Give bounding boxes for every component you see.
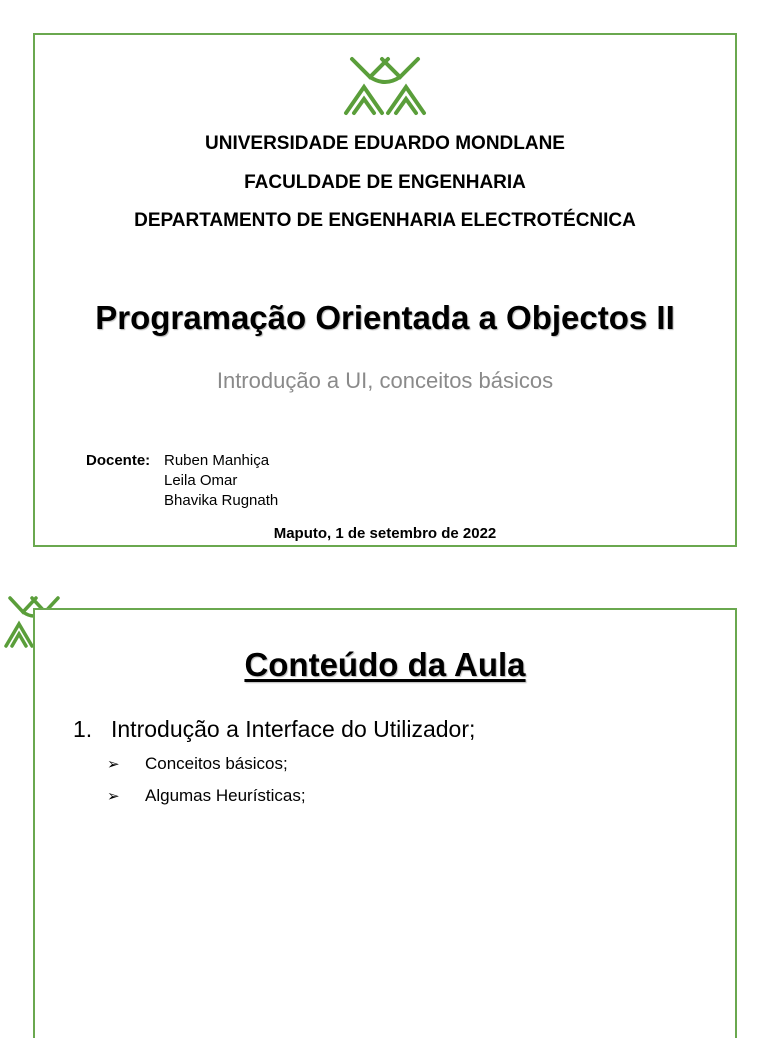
title-slide xyxy=(33,33,737,547)
department-name: DEPARTAMENTO DE ENGENHARIA ELECTROTÉCNICA xyxy=(134,210,636,231)
university-logo-icon xyxy=(340,53,430,119)
list-item-text: Introdução a Interface do Utilizador; xyxy=(111,716,476,742)
list-item xyxy=(73,716,475,743)
docente-name: Ruben Manhiça xyxy=(164,452,270,469)
content-slide xyxy=(33,608,737,1038)
list-number: 1. xyxy=(73,716,93,742)
university-name: UNIVERSIDADE EDUARDO MONDLANE xyxy=(205,133,565,154)
docente-label: Docente: xyxy=(86,452,151,469)
place-date: Maputo, 1 de setembro de 2022 xyxy=(273,525,497,542)
docente-name: Leila Omar xyxy=(164,472,238,489)
sub-item-text: Conceitos básicos; xyxy=(145,754,288,773)
sub-list-item xyxy=(107,786,306,806)
faculty-name: FACULDADE DE ENGENHARIA xyxy=(244,172,526,193)
sub-item-text: Algumas Heurísticas; xyxy=(145,786,306,805)
course-title: Programação Orientada a Objectos II xyxy=(95,299,675,336)
slide-title: Conteúdo da Aula xyxy=(244,646,526,683)
arrow-bullet-icon: ➢ xyxy=(107,756,120,773)
sub-list-item xyxy=(107,754,288,774)
arrow-bullet-icon: ➢ xyxy=(107,788,120,805)
lecture-subtitle: Introdução a UI, conceitos básicos xyxy=(216,368,554,393)
docente-name: Bhavika Rugnath xyxy=(164,492,279,509)
